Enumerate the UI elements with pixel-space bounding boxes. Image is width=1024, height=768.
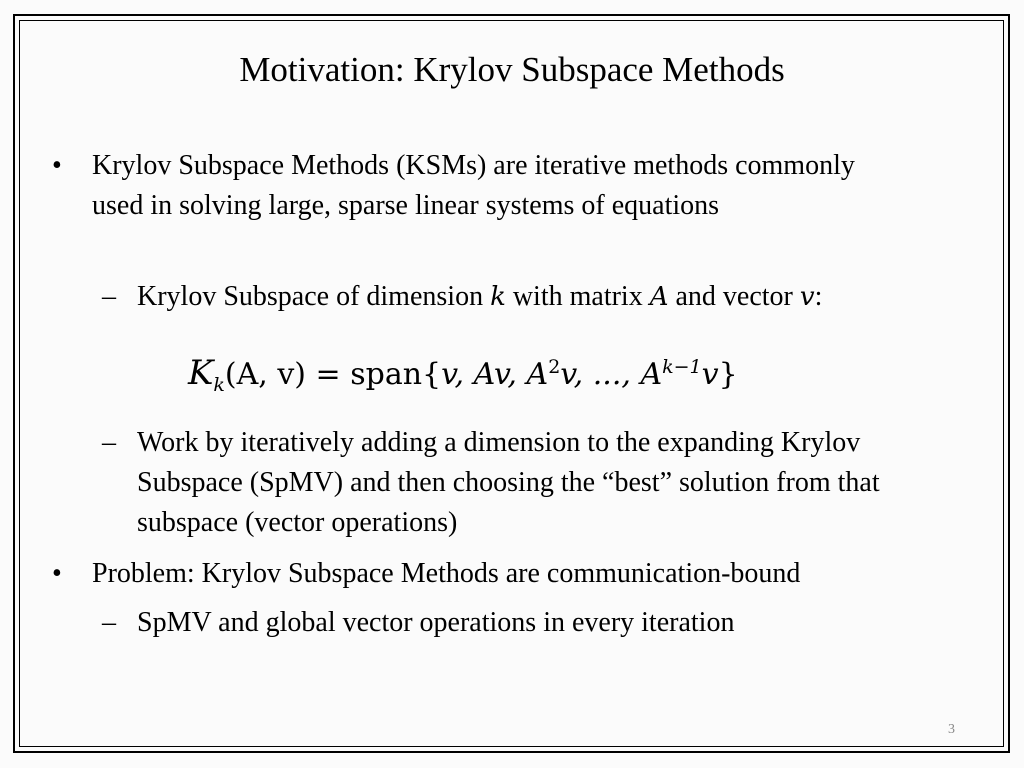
formula-term: A [526,357,549,392]
math-k: k [490,282,506,312]
subbullet-text-part: : [814,281,823,312]
formula-term: v, [441,357,474,392]
subbullet-text-part: and vector [668,281,800,312]
math-A: A [649,282,669,312]
formula-args: (A, v) [224,357,307,392]
bullet-marker: • [52,558,62,589]
subbullet-spmv-operations: SpMV and global vector operations in every iteration [137,607,735,638]
math-v: v [799,282,815,312]
dash-marker: – [102,281,116,312]
dash-marker: – [102,607,116,638]
formula-term: v, ..., [560,357,641,392]
formula-superscript: k−1 [662,356,702,378]
bullet-problem: Problem: Krylov Subspace Methods are communication-bound [92,558,801,589]
formula-term: v [701,357,719,392]
formula-close-brace: } [718,357,738,392]
formula-span: = span{ [306,357,442,392]
formula-subscript: k [213,374,225,396]
page-number: 3 [948,722,955,737]
dash-marker: – [102,427,116,458]
bullet-marker: • [52,150,62,181]
formula-term: Av, [473,357,527,392]
subbullet-iterative-work: Work by iteratively adding a dimension to the expanding Krylov Subspace (SpMV) and then choosing the “best” solution from that subspace (vector operations) [137,427,880,538]
krylov-formula [188,345,738,407]
subbullet-text-part: with matrix [505,281,650,312]
subbullet-krylov-subspace [137,277,977,317]
formula-superscript: 2 [548,356,561,378]
bullet-ksm-definition: Krylov Subspace Methods (KSMs) are iterative methods commonly used in solving large, sparse linear systems of equations [92,150,855,221]
formula-term: A [640,357,663,392]
subbullet-text-part: Krylov Subspace of dimension [137,281,491,312]
formula-krylov-symbol: K [188,353,214,393]
slide-title: Motivation: Krylov Subspace Methods [239,50,785,89]
